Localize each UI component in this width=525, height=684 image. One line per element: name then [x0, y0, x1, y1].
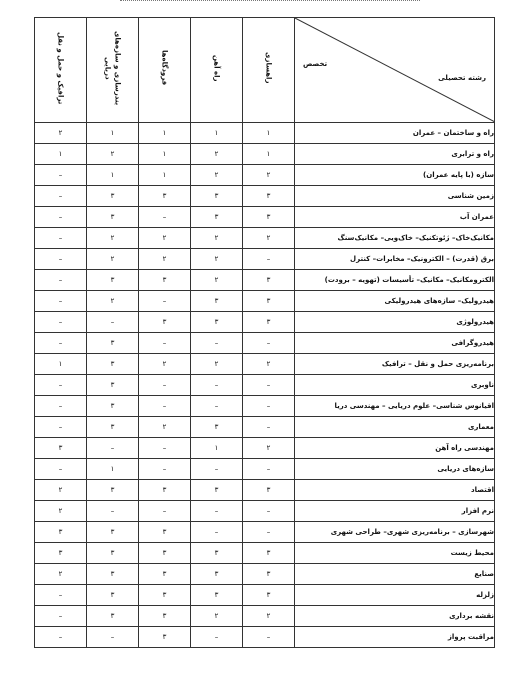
rating-cell: ۲ — [35, 501, 87, 522]
rating-cell: ۱ — [87, 459, 139, 480]
rating-cell: ۱ — [191, 438, 243, 459]
field-name-cell: مکانیک‌خاک– ژئوتکنیک– خاک‌ویی– مکانیک‌سنگ — [295, 228, 495, 249]
field-name-cell: نقشه برداری — [295, 606, 495, 627]
table-row — [35, 417, 495, 438]
rating-cell: ۲ — [243, 228, 295, 249]
table-row — [35, 564, 495, 585]
rating-cell: ۲ — [87, 249, 139, 270]
rating-cell: – — [87, 312, 139, 333]
field-name-cell: سازه‌های دریایی — [295, 459, 495, 480]
rating-cell: ۳ — [87, 585, 139, 606]
field-name-cell: برنامه‌ریزی حمل و نقل – ترافیک — [295, 354, 495, 375]
table-row — [35, 228, 495, 249]
rating-cell: ۳ — [243, 291, 295, 312]
field-name-cell: معماری — [295, 417, 495, 438]
rating-cell: ۳ — [87, 564, 139, 585]
col-header-roads: راهسازی — [243, 18, 295, 123]
rating-cell: ۳ — [243, 312, 295, 333]
rating-cell: ۳ — [139, 270, 191, 291]
rating-cell: ۲ — [139, 354, 191, 375]
rating-cell: – — [191, 522, 243, 543]
rating-cell: ۲ — [191, 354, 243, 375]
rating-cell: – — [139, 438, 191, 459]
rating-cell: ۳ — [87, 396, 139, 417]
rating-cell: ۳ — [87, 522, 139, 543]
table-row — [35, 291, 495, 312]
rating-cell: – — [35, 627, 87, 648]
field-name-cell: برق (قدرت) – الکترونیک– مخابرات– کنترل — [295, 249, 495, 270]
rating-cell: ۳ — [191, 564, 243, 585]
table-row — [35, 186, 495, 207]
col-header-traffic: ترافیک و حمل و نقل — [35, 18, 87, 123]
rating-cell: ۳ — [87, 354, 139, 375]
table-row — [35, 606, 495, 627]
field-name-cell: اقیانوس شناسی– علوم دریایی – مهندسی دریا — [295, 396, 495, 417]
rating-cell: ۲ — [243, 438, 295, 459]
rating-cell: ۳ — [243, 207, 295, 228]
rating-cell: ۳ — [139, 480, 191, 501]
rating-cell: ۳ — [87, 417, 139, 438]
rating-cell: ۳ — [87, 270, 139, 291]
rating-cell: ۲ — [191, 165, 243, 186]
table-row — [35, 522, 495, 543]
rating-cell: ۳ — [87, 606, 139, 627]
table-row — [35, 501, 495, 522]
rating-cell: ۲ — [139, 417, 191, 438]
rating-cell: – — [191, 333, 243, 354]
rating-cell: – — [243, 627, 295, 648]
rating-cell: – — [87, 438, 139, 459]
rating-cell: – — [35, 228, 87, 249]
rating-cell: ۳ — [191, 312, 243, 333]
rating-cell: – — [243, 396, 295, 417]
rating-cell: – — [243, 375, 295, 396]
rating-cell: ۳ — [191, 186, 243, 207]
rating-cell: ۲ — [87, 291, 139, 312]
rating-cell: – — [35, 459, 87, 480]
rating-cell: ۱ — [35, 354, 87, 375]
table-row — [35, 333, 495, 354]
rating-cell: ۲ — [87, 144, 139, 165]
rating-cell: – — [87, 501, 139, 522]
field-name-cell: محیط زیست — [295, 543, 495, 564]
rating-cell: ۳ — [35, 438, 87, 459]
rating-cell: ۳ — [139, 585, 191, 606]
rating-cell: ۳ — [139, 522, 191, 543]
rating-cell: ۳ — [191, 291, 243, 312]
rating-cell: – — [139, 207, 191, 228]
rating-cell: ۲ — [243, 606, 295, 627]
diagonal-divider — [295, 18, 495, 122]
rating-cell: ۱ — [139, 144, 191, 165]
table-row — [35, 585, 495, 606]
rating-cell: ۲ — [191, 249, 243, 270]
table-row — [35, 396, 495, 417]
rating-cell: – — [191, 375, 243, 396]
field-name-cell: ناوبری — [295, 375, 495, 396]
field-name-cell: هیدرولوژی — [295, 312, 495, 333]
rating-cell: ۲ — [139, 228, 191, 249]
rating-cell: ۳ — [243, 543, 295, 564]
rating-cell: ۳ — [139, 543, 191, 564]
table-row — [35, 543, 495, 564]
table-row — [35, 144, 495, 165]
rating-cell: ۲ — [35, 123, 87, 144]
header-row — [35, 18, 495, 123]
rating-cell: ۳ — [243, 480, 295, 501]
specialty-table — [34, 17, 495, 648]
rating-cell: – — [35, 249, 87, 270]
rating-cell: – — [35, 207, 87, 228]
table-body — [35, 123, 495, 648]
rating-cell: – — [35, 606, 87, 627]
rating-cell: ۲ — [243, 165, 295, 186]
rating-cell: ۳ — [139, 606, 191, 627]
field-name-cell: راه و ساختمان – عمران — [295, 123, 495, 144]
rating-cell: ۲ — [191, 606, 243, 627]
rating-cell: ۳ — [139, 312, 191, 333]
rating-cell: ۳ — [87, 375, 139, 396]
rating-cell: ۱ — [191, 123, 243, 144]
rating-cell: ۳ — [35, 543, 87, 564]
rating-cell: – — [35, 375, 87, 396]
rating-cell: – — [35, 396, 87, 417]
rating-cell: – — [191, 501, 243, 522]
rating-cell: – — [35, 585, 87, 606]
table-row — [35, 312, 495, 333]
field-name-cell: هیدرولیک– سازه‌های هیدرولیکی — [295, 291, 495, 312]
table-row — [35, 165, 495, 186]
table-row — [35, 207, 495, 228]
rating-cell: ۲ — [35, 564, 87, 585]
col-header-airports: فرودگاه‌ها — [139, 18, 191, 123]
corner-header-cell — [295, 18, 495, 123]
rating-cell: ۳ — [87, 543, 139, 564]
rating-cell: – — [191, 459, 243, 480]
table-row — [35, 627, 495, 648]
corner-label-field: رشته تحصیلی — [438, 74, 486, 82]
table-row — [35, 438, 495, 459]
col-header-railway: راه آهن — [191, 18, 243, 123]
rating-cell: ۱ — [87, 123, 139, 144]
table-row — [35, 375, 495, 396]
rating-cell: – — [139, 291, 191, 312]
field-name-cell: اقتصاد — [295, 480, 495, 501]
rating-cell: – — [243, 417, 295, 438]
rating-cell: ۱ — [35, 144, 87, 165]
field-name-cell: زلزله — [295, 585, 495, 606]
table-row — [35, 123, 495, 144]
rating-cell: ۱ — [243, 144, 295, 165]
rating-cell: ۲ — [87, 228, 139, 249]
field-name-cell: مراقبت پرواز — [295, 627, 495, 648]
table-row — [35, 480, 495, 501]
field-name-cell: راه و ترابری — [295, 144, 495, 165]
rating-cell: ۱ — [87, 165, 139, 186]
rating-cell: ۳ — [139, 627, 191, 648]
rating-cell: ۲ — [139, 249, 191, 270]
rating-cell: ۳ — [139, 186, 191, 207]
rating-cell: ۳ — [87, 207, 139, 228]
corner-label-specialty: تخصص — [303, 60, 328, 68]
rating-cell: – — [243, 249, 295, 270]
col-header-ports: بندرسازی و سازه‌های دریایی — [87, 18, 139, 123]
rating-cell: ۳ — [191, 543, 243, 564]
field-name-cell: صنایع — [295, 564, 495, 585]
rating-cell: ۳ — [139, 564, 191, 585]
rating-cell: – — [243, 459, 295, 480]
rating-cell: – — [243, 333, 295, 354]
rating-cell: – — [243, 501, 295, 522]
rating-cell: – — [35, 291, 87, 312]
top-dotted-rule — [120, 0, 420, 5]
field-name-cell: عمران آب — [295, 207, 495, 228]
field-name-cell: شهرسازی – برنامه‌ریزی شهری– طراحی شهری — [295, 522, 495, 543]
rating-cell: ۳ — [243, 585, 295, 606]
rating-cell: – — [35, 417, 87, 438]
rating-cell: ۳ — [191, 585, 243, 606]
rating-cell: ۲ — [191, 228, 243, 249]
rating-cell: ۱ — [139, 123, 191, 144]
rating-cell: ۱ — [243, 123, 295, 144]
rating-cell: – — [139, 459, 191, 480]
rating-cell: ۲ — [35, 480, 87, 501]
rating-cell: ۳ — [87, 333, 139, 354]
table-row — [35, 459, 495, 480]
rating-cell: ۲ — [191, 144, 243, 165]
rating-cell: ۳ — [35, 522, 87, 543]
rating-cell: ۳ — [243, 186, 295, 207]
rating-cell: – — [139, 501, 191, 522]
rating-cell: – — [191, 627, 243, 648]
table-row — [35, 270, 495, 291]
field-name-cell: نرم افزار — [295, 501, 495, 522]
rating-cell: ۳ — [87, 186, 139, 207]
rating-cell: ۳ — [243, 564, 295, 585]
rating-cell: – — [243, 522, 295, 543]
field-name-cell: هیدروگرافی — [295, 333, 495, 354]
rating-cell: ۲ — [243, 354, 295, 375]
rating-cell: ۱ — [139, 165, 191, 186]
rating-cell: ۳ — [191, 417, 243, 438]
rating-cell: – — [35, 333, 87, 354]
rating-cell: – — [87, 627, 139, 648]
rating-cell: – — [35, 186, 87, 207]
field-name-cell: الکترومکانیک– مکانیک– تأسیسات (تهویه – برودت) — [295, 270, 495, 291]
rating-cell: – — [35, 165, 87, 186]
rating-cell: – — [139, 375, 191, 396]
table-row — [35, 249, 495, 270]
field-name-cell: زمین شناسی — [295, 186, 495, 207]
rating-cell: ۳ — [191, 207, 243, 228]
rating-cell: – — [139, 333, 191, 354]
rating-cell: ۳ — [191, 480, 243, 501]
rating-cell: – — [191, 396, 243, 417]
field-name-cell: مهندسی راه آهن — [295, 438, 495, 459]
rating-cell: ۲ — [191, 270, 243, 291]
field-name-cell: سازه (با پایه عمران) — [295, 165, 495, 186]
rating-cell: ۳ — [243, 270, 295, 291]
rating-cell: – — [139, 396, 191, 417]
table-row — [35, 354, 495, 375]
rating-cell: ۳ — [87, 480, 139, 501]
rating-cell: – — [35, 270, 87, 291]
rating-cell: – — [35, 312, 87, 333]
